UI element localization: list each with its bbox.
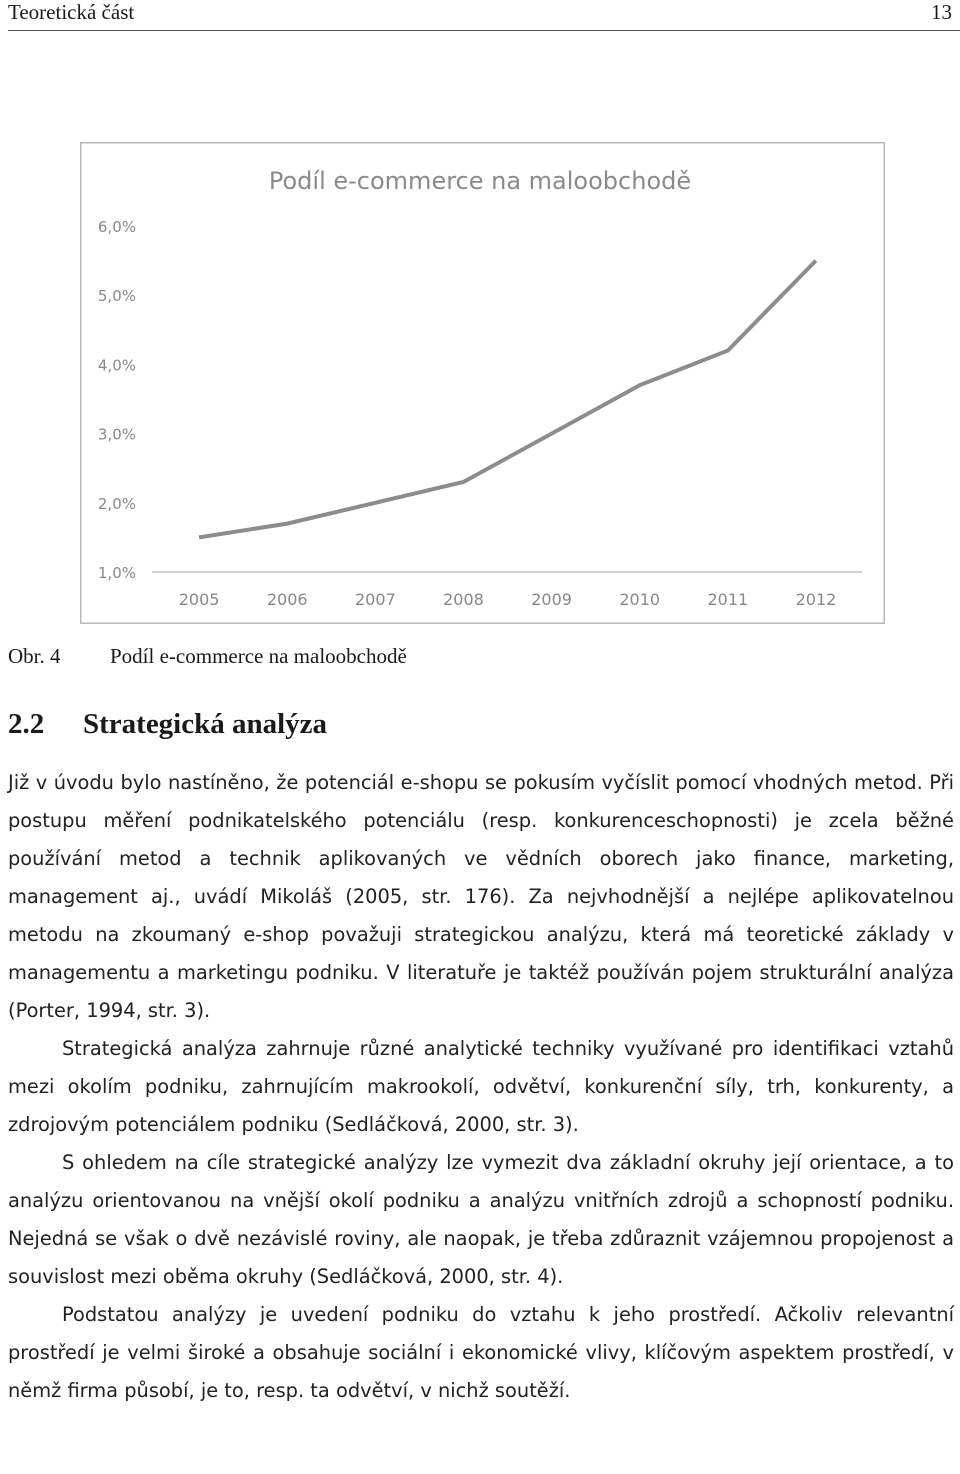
- header-divider: [8, 30, 960, 31]
- y-tick-label: 5,0%: [97, 287, 136, 306]
- x-tick-label: 2006: [266, 590, 308, 609]
- section-number: 2.2: [8, 708, 45, 740]
- paragraph: S ohledem na cíle strategické analýzy lze vymezit dva základní okruhy její orientace, a to analýzu orientovanou na vnější okolí podniku a analýzu vnitřních zdrojů a schopností podniku. Nejedná se však o dvě nezávislé roviny, ale naopak, je třeba zdůraznit vzájemnou propojenost a souvislost mezi oběma okruhy (Sedláčková, 2000, str. 4).: [8, 1151, 954, 1288]
- page-header: [0, 0, 960, 30]
- chart-title: Podíl e-commerce na maloobchodě: [268, 167, 692, 195]
- x-tick-label: 2011: [707, 590, 749, 609]
- x-tick-label: 2012: [795, 590, 837, 609]
- x-tick-label: 2005: [178, 590, 220, 609]
- y-tick-label: 3,0%: [97, 425, 136, 444]
- line-chart: [80, 142, 885, 624]
- paragraph: Podstatou analýzy je uvedení podniku do vztahu k jeho prostředí. Ačkoliv relevantní prostředí je velmi široké a obsahuje sociální i ekonomické vlivy, klíčovým aspektem prostředí, v němž firma působí, je to, resp. ta odvětví, v nichž soutěží.: [8, 1303, 954, 1402]
- caption-text: Podíl e-commerce na maloobchodě: [110, 644, 407, 668]
- paragraph: Již v úvodu bylo nastíněno, že potenciál e-shopu se pokusím vyčíslit pomocí vhodných metod. Při postupu měření podnikatelského potenciálu (resp. konkurenceschopnosti) je zcela běžné používání metod a technik aplikovaných ve vědních oborech jako finance, marketing, management aj., uvádí Mikoláš (2005, str. 176). Za nejvhodnější a nejlépe aplikovatelnou metodu na zkoumaný e-shop považuji strategickou analýzu, která má teoretické základy v managementu a marketingu podniku. V literatuře je taktéž používán pojem strukturální analýza (Porter, 1994, str. 3).: [8, 771, 954, 1022]
- section-heading: [8, 704, 327, 744]
- y-tick-label: 4,0%: [97, 356, 136, 375]
- x-tick-label: 2009: [531, 590, 572, 609]
- figure-chart: [80, 142, 885, 624]
- y-tick-label: 2,0%: [97, 494, 136, 513]
- y-tick-label: 1,0%: [97, 564, 136, 582]
- paragraph: Strategická analýza zahrnuje různé analytické techniky využívané pro identifikaci vztahů mezi okolím podniku, zahrnujícím makrookolí, odvětví, konkurenční síly, trh, konkurenty, a zdrojovým potenciálem podniku (Sedláčková, 2000, str. 3).: [8, 1037, 954, 1136]
- running-header-section: Teoretická část: [8, 0, 135, 24]
- x-tick-label: 2007: [354, 590, 396, 609]
- page-number: 13: [931, 0, 952, 24]
- section-title: Strategická analýza: [83, 708, 328, 740]
- x-tick-label: 2010: [619, 590, 661, 609]
- x-tick-label: 2008: [443, 590, 484, 609]
- caption-label: Obr. 4: [8, 644, 61, 668]
- body-text: [8, 764, 954, 1410]
- y-tick-label: 6,0%: [97, 218, 136, 236]
- chart-frame: [81, 143, 885, 624]
